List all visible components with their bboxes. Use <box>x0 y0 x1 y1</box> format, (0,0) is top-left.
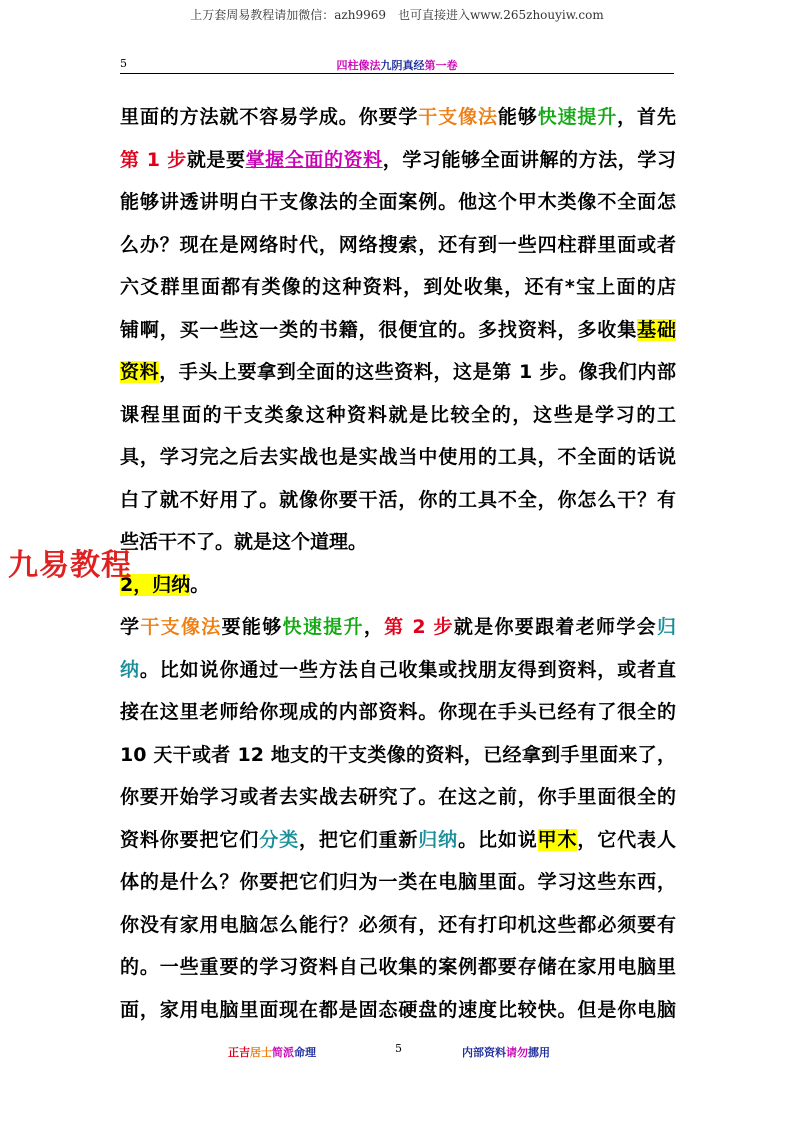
text-segment: 铺啊，买一些这一类的书籍，很便宜的。多找资料，多收集 <box>120 318 638 341</box>
text-segment: 就是要 <box>186 148 246 171</box>
keyword-gui: 归 <box>656 616 676 638</box>
text-line-21: 的。一些重要的学习资料自己收集的案例都要存储在家用电脑里 <box>120 956 676 978</box>
footer-right-part-2: 请勿 <box>506 1046 528 1059</box>
watermark-logo: 九易教程 <box>8 548 132 583</box>
header-title <box>120 57 674 73</box>
keyword-ganzhi-xiangfa: 干支像法 <box>140 616 222 638</box>
page-header <box>120 57 674 74</box>
footer-page-number: 5 <box>395 1042 402 1055</box>
text-segment: ， <box>363 616 385 638</box>
footer-right-part-1: 内部资料 <box>462 1046 506 1059</box>
text-segment: 。比如说 <box>458 828 538 851</box>
highlight-jiamu: 甲木 <box>537 828 578 851</box>
text-line-14 <box>120 649 676 692</box>
keyword-guina: 归纳 <box>418 828 459 851</box>
section-heading-2 <box>120 564 676 607</box>
body-text <box>120 96 676 1031</box>
text-segment: ，学习能够全面讲解的方法，学习 <box>382 148 676 171</box>
keyword-full-materials-link[interactable]: 掌握全面的资料 <box>245 148 383 171</box>
text-segment: ，首先 <box>617 106 676 128</box>
header-title-part-2: 九阴真经 <box>380 59 425 72</box>
keyword-na: 纳 <box>120 658 140 681</box>
header-page-number: 5 <box>120 57 127 70</box>
text-line-5: 六爻群里面都有类像的这种资料，到处收集，还有*宝上面的店 <box>120 276 676 298</box>
keyword-kuaisu-tisheng: 快速提升 <box>282 616 364 638</box>
footer-right-label <box>462 1044 550 1060</box>
page-footer <box>0 1040 794 1060</box>
footer-left-part-3: 简派 <box>272 1046 294 1059</box>
footer-right-part-3: 挪用 <box>528 1046 550 1059</box>
text-line-18 <box>120 819 676 862</box>
text-segment: 里面的方法就不容易学成。你要学 <box>120 106 419 128</box>
text-line-13 <box>120 606 676 649</box>
text-line-19: 体的是什么？你要把它们归为一类在电脑里面。学习这些东西， <box>120 871 676 893</box>
text-line-7 <box>120 351 676 394</box>
keyword-fenlei: 分类 <box>259 828 299 851</box>
text-segment: 。 <box>190 573 210 596</box>
footer-left-label <box>228 1044 316 1060</box>
text-line-11: 些活干不了。就是这个道理。 <box>120 531 368 553</box>
text-line-1 <box>120 96 676 139</box>
text-line-4: 么办？现在是网络时代，网络搜索，还有到一些四柱群里面或者 <box>120 233 676 256</box>
text-segment: 学 <box>120 616 141 638</box>
keyword-ganzhi-xiangfa: 干支像法 <box>418 106 498 128</box>
header-title-part-3: 第一卷 <box>424 59 458 72</box>
footer-left-part-1: 正吉 <box>228 1046 250 1059</box>
text-segment: 能够 <box>497 106 538 128</box>
text-line-22: 面，家用电脑里面现在都是固态硬盘的速度比较快。但是你电脑 <box>120 998 676 1021</box>
step-1-label: 第 1 步 <box>120 148 187 171</box>
text-line-10: 白了就不好用了。就像你要干活，你的工具不全，你怎么干？有 <box>120 488 676 511</box>
text-line-16: 10 天干或者 12 地支的干支类像的资料，已经拿到手里面来了， <box>120 743 676 766</box>
highlight-ziliao: 资料 <box>120 361 160 383</box>
text-line-6 <box>120 309 676 352</box>
highlight-jichu: 基础 <box>637 318 676 341</box>
text-line-20: 你没有家用电脑怎么能行？必须有，还有打印机这些都必须要有 <box>120 913 676 936</box>
text-line-17: 你要开始学习或者去实战去研究了。在这之前，你手里面很全的 <box>120 786 676 808</box>
footer-left-part-2: 居士 <box>250 1046 272 1059</box>
text-segment: 就是你要跟着老师学会 <box>453 616 657 638</box>
text-segment: ，手头上要拿到全面的这些资料，这是第 1 步。像我们内部 <box>159 361 676 383</box>
text-line-15: 接在这里老师给你现成的内部资料。你现在手头已经有了很全的 <box>120 701 676 723</box>
text-line-9: 具，学习完之后去实战也是实战当中使用的工具，不全面的话说 <box>120 446 676 468</box>
keyword-kuaisu-tisheng: 快速提升 <box>537 106 618 128</box>
section-number: 2， <box>120 573 153 596</box>
section-title-guina: 归纳 <box>152 573 191 596</box>
step-2-label: 第 2 步 <box>384 616 454 638</box>
top-banner: 上万套周易教程请加微信：azh9969 也可直接进入www.265zhouyiw.com <box>190 8 604 22</box>
text-line-3: 能够讲透讲明白干支像法的全面案例。他这个甲木类像不全面怎 <box>120 191 676 213</box>
text-line-2 <box>120 139 676 182</box>
footer-left-part-4: 命理 <box>294 1046 316 1059</box>
text-segment: 资料你要把它们 <box>120 828 260 851</box>
text-line-8: 课程里面的干支类象这种资料就是比较全的，这些是学习的工 <box>120 403 676 426</box>
text-segment: 。比如说你通过一些方法自己收集或找朋友得到资料，或者直 <box>139 658 676 681</box>
text-segment: ，它代表人 <box>577 828 676 851</box>
text-segment: ，把它们重新 <box>298 828 419 851</box>
text-segment: 要能够 <box>221 616 283 638</box>
header-title-part-1: 四柱像法 <box>336 59 381 72</box>
